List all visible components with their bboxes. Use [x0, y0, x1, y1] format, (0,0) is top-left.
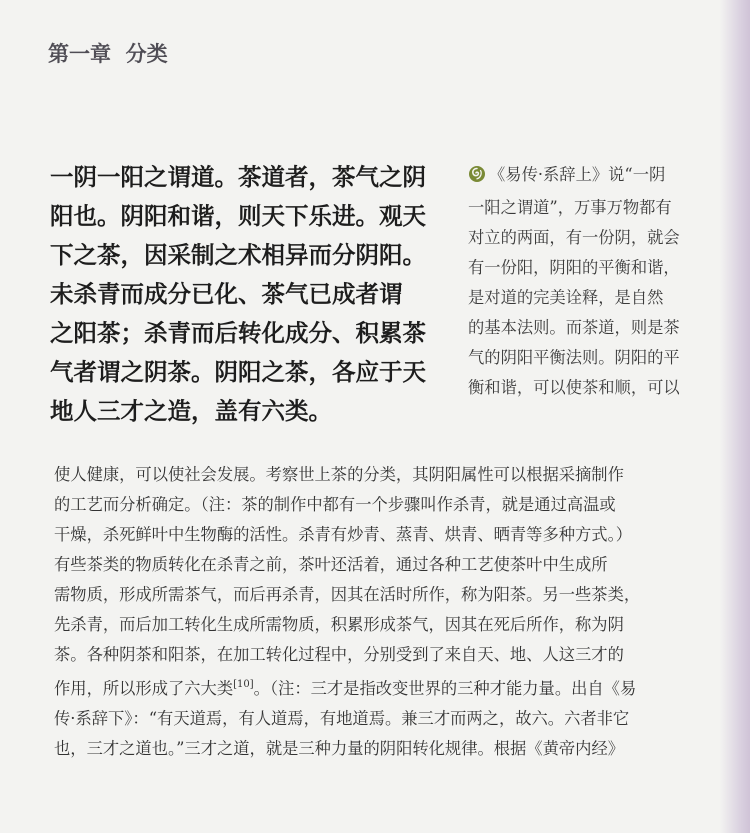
annotation-line: 的基本法则。而茶道，则是茶	[468, 318, 680, 337]
body-line: 茶。各种阴茶和阳茶，在加工转化过程中，分别受到了来自天、地、人这三才的	[54, 645, 624, 664]
annotation-line: 衡和谐，可以使茶和顺，可以	[468, 378, 680, 397]
main-text-block	[50, 158, 448, 431]
annotation-line	[468, 160, 718, 193]
swirl-icon	[468, 163, 486, 193]
main-text-line: 地人三才之造，盖有六类。	[50, 397, 332, 425]
annotation-line: 气的阴阳平衡法则。阴阳的平	[468, 348, 680, 367]
page-edge	[720, 0, 750, 833]
main-text-line: 下之茶，因采制之术相异而分阴阳。	[50, 241, 426, 269]
body-line-with-reference	[54, 670, 724, 704]
annotation-block	[468, 160, 718, 403]
body-line: 有些茶类的物质转化在杀青之前，茶叶还活着，通过各种工艺使茶叶中生成所	[54, 555, 608, 574]
reference-marker[interactable]: [10]	[233, 679, 254, 690]
body-line: 传·系辞下》：“有天道焉，有人道焉，有地道焉。兼三才而两之，故六。六者非它	[54, 709, 630, 728]
main-text-line: 阳也。阴阳和谐，则天下乐进。观天	[50, 202, 426, 230]
annotation-text: 《易传·系辞上》说“一阴	[489, 165, 666, 184]
main-text-line: 气者谓之阴茶。阴阳之茶，各应于天	[50, 358, 426, 386]
body-line: 干燥，杀死鲜叶中生物酶的活性。杀青有炒青、蒸青、烘青、晒青等多种方式。）	[54, 525, 632, 544]
body-text-segment: 。（注：三才是指改变世界的三种才能力量。出自《易	[253, 679, 637, 698]
body-line: 需物质，形成所需茶气，而后再杀青，因其在活时所作，称为阳茶。另一些茶类，	[54, 585, 641, 604]
annotation-line: 有一份阳，阴阳的平衡和谐，	[468, 258, 680, 277]
annotation-line: 是对道的完美诠释，是自然	[468, 288, 664, 307]
chapter-title: 第一章 分类	[48, 42, 168, 66]
body-line: 使人健康，可以使社会发展。考察世上茶的分类，其阴阳属性可以根据采摘制作	[54, 465, 624, 484]
main-text-line: 一阴一阳之谓道。茶道者，茶气之阴	[50, 163, 426, 191]
body-line: 也，三才之道也。”三才之道，就是三种力量的阴阳转化规律。根据《黄帝内经》	[54, 739, 625, 758]
body-line: 先杀青，而后加工转化生成所需物质，积累形成茶气，因其在死后所作，称为阴	[54, 615, 624, 634]
body-text-block	[54, 460, 724, 764]
main-text-line: 之阳茶；杀青而后转化成分、积累茶	[50, 319, 426, 347]
annotation-line: 对立的两面，有一份阴，就会	[468, 228, 680, 247]
body-line: 的工艺而分析确定。（注：茶的制作中都有一个步骤叫作杀青，就是通过高温或	[54, 495, 616, 514]
body-text-segment: 作用，所以形成了六大类	[54, 679, 234, 698]
annotation-line: 一阳之谓道”，万事万物都有	[468, 198, 672, 217]
main-text-line: 未杀青而成分已化、茶气已成者谓	[50, 280, 403, 308]
